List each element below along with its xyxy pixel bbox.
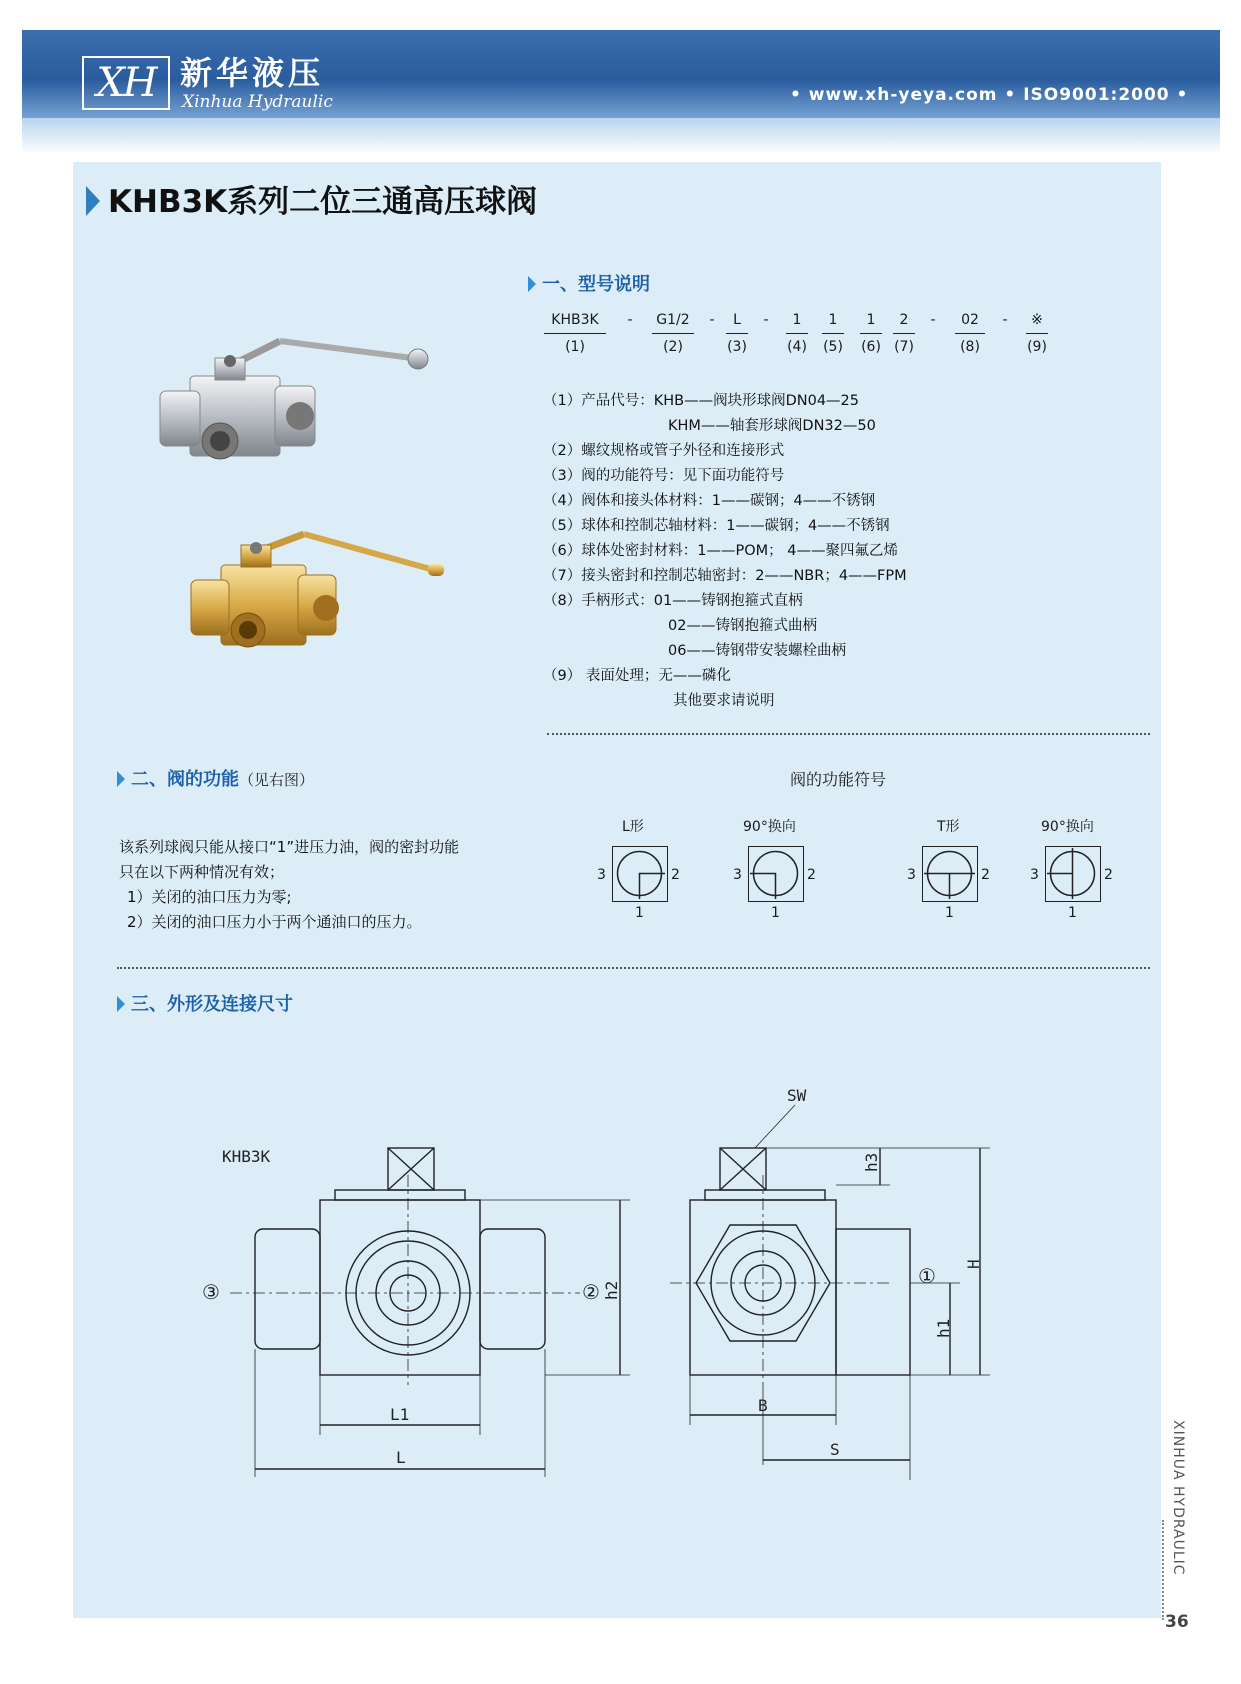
code-part: L [733,312,741,328]
dim-l1-label: L1 [390,1405,410,1424]
function-paragraph-line: 只在以下两种情况有效； [119,863,285,881]
code-separator: - [930,312,936,328]
definition-line: （5）球体和控制芯轴材料：1——碳钢；4——不锈钢 [543,518,890,534]
dim-l-label: L [396,1448,406,1467]
code-underline [1026,333,1048,334]
port-3-label: 3 [1030,867,1039,883]
silver-ball-valve-photo [150,336,470,476]
front-view-stem-base [335,1190,465,1200]
code-part: 1 [828,312,838,328]
port-1-label: 1 [635,905,644,921]
side-view-stem-base [705,1190,825,1200]
definition-line: 02——铸钢抱箍式曲柄 [668,618,817,634]
code-separator: - [763,312,769,328]
code-underline [822,333,844,334]
code-underline [544,333,606,334]
code-part: 02 [961,312,979,328]
section-arrow-icon [117,771,125,787]
section-dimensions-heading [117,990,293,1016]
front-view-body [320,1200,480,1375]
front-view-right-port [480,1229,545,1349]
code-underline [955,333,985,334]
dim-h1-label: h1 [934,1318,953,1338]
side-dotted-line [1162,1520,1164,1620]
dotted-divider [117,967,1150,969]
code-index: (7) [894,339,914,355]
code-index: (8) [960,339,980,355]
section-heading-text: 二、阀的功能 [131,769,239,790]
code-part: G1/2 [656,312,690,328]
section-model-description-heading [528,270,650,296]
code-index: (6) [861,339,881,355]
definition-line: （7）接头密封和控制芯轴密封：2——NBR；4——FPM [543,568,907,584]
port-1-label: 1 [1068,905,1077,921]
page-title [86,176,537,221]
function-paragraph-line: 2）关闭的油口压力小于两个通油口的压力。 [127,913,422,931]
symbol-l-shape [612,846,668,902]
page-title-text: KHB3K系列二位三通高压球阀 [108,184,538,220]
definition-line: （9） 表面处理；无——磷化 [543,668,731,684]
header-url-iso: • www.xh-yeya.com • ISO9001:2000 • [790,85,1189,105]
code-separator: - [709,312,715,328]
code-underline [786,333,808,334]
logo-english-name: Xinhua Hydraulic [182,92,333,112]
code-part: ※ [1031,312,1043,328]
dim-h3-label: h3 [862,1152,881,1172]
symbol-label: L形 [622,819,644,835]
dim-h-label: H [964,1259,983,1269]
symbol-label: 90°换向 [743,819,796,835]
code-index: (9) [1027,339,1047,355]
port-3-label: 3 [733,867,742,883]
code-part: 1 [866,312,876,328]
dotted-divider [547,733,1150,735]
drawing-model-label: KHB3K [222,1147,271,1166]
dim-s-label: S [830,1440,840,1459]
dimension-drawing [190,1085,1050,1485]
symbol-90-turn-t [1045,846,1101,902]
code-underline [652,333,694,334]
section-arrow-icon [117,996,125,1012]
definition-line: 06——铸钢带安装螺栓曲柄 [668,643,846,659]
definition-line: （1）产品代号：KHB——阀块形球阀DN04—25 [543,393,859,409]
side-brand-text: XINHUA HYDRAULIC [1170,1420,1186,1576]
code-index: (1) [565,339,585,355]
code-underline [893,333,915,334]
symbol-label: 90°换向 [1041,819,1094,835]
code-underline [860,333,882,334]
code-part: 2 [899,312,909,328]
port-2-marker: ② [582,1280,600,1304]
port-2-label: 2 [671,867,680,883]
function-paragraph-line: 该系列球阀只能从接口“1”进压力油，阀的密封功能 [119,838,460,856]
symbol-label: T形 [937,819,960,835]
port-2-label: 2 [1104,867,1113,883]
dim-sw-label: SW [787,1086,807,1105]
code-index: (3) [727,339,747,355]
header-fade [22,118,1220,154]
port-2-label: 2 [807,867,816,883]
function-paragraph-line: 1）关闭的油口压力为零; [127,888,292,906]
section-heading-text: 一、型号说明 [542,274,650,295]
symbol-90-turn-l [748,846,804,902]
section-arrow-icon [528,276,536,292]
page-number: 36 [1165,1612,1189,1632]
dim-h2-label: h2 [602,1280,621,1300]
definition-line: KHM——轴套形球阀DN32—50 [668,418,876,434]
logo-mark: XH [82,56,170,110]
section-heading-note: （见右图） [239,771,315,789]
code-separator: - [627,312,633,328]
section-heading-text: 三、外形及连接尺寸 [131,994,293,1015]
port-1-marker: ① [918,1264,936,1288]
brass-ball-valve-photo [186,530,476,660]
port-3-label: 3 [597,867,606,883]
port-3-marker: ③ [202,1280,220,1304]
logo-chinese-name: 新华液压 [180,54,325,92]
port-1-label: 1 [771,905,780,921]
code-part: 1 [792,312,802,328]
code-index: (5) [823,339,843,355]
code-index: (4) [787,339,807,355]
section-valve-function-heading [117,765,314,791]
code-index: (2) [663,339,683,355]
dim-b-label: B [758,1396,768,1415]
port-2-label: 2 [981,867,990,883]
port-3-label: 3 [907,867,916,883]
symbol-t-shape [922,846,978,902]
function-symbols-title: 阀的功能符号 [790,770,887,789]
code-separator: - [1002,312,1008,328]
front-view-left-port [255,1229,320,1349]
definition-line: （8）手柄形式：01——铸钢抱箍式直柄 [543,593,803,609]
definition-line: （6）球体处密封材料：1——POM； 4——聚四氟乙烯 [543,543,898,559]
side-view-outlet [836,1229,910,1375]
port-1-label: 1 [945,905,954,921]
definition-line: （3）阀的功能符号：见下面功能符号 [543,468,785,484]
code-underline [726,333,748,334]
definition-line: （4）阀体和接头体材料：1——碳钢；4——不锈钢 [543,493,876,509]
title-arrow-icon [86,186,100,216]
code-part: KHB3K [551,312,599,328]
definition-line: 其他要求请说明 [673,693,775,709]
definition-line: （2）螺纹规格或管子外径和连接形式 [543,443,785,459]
